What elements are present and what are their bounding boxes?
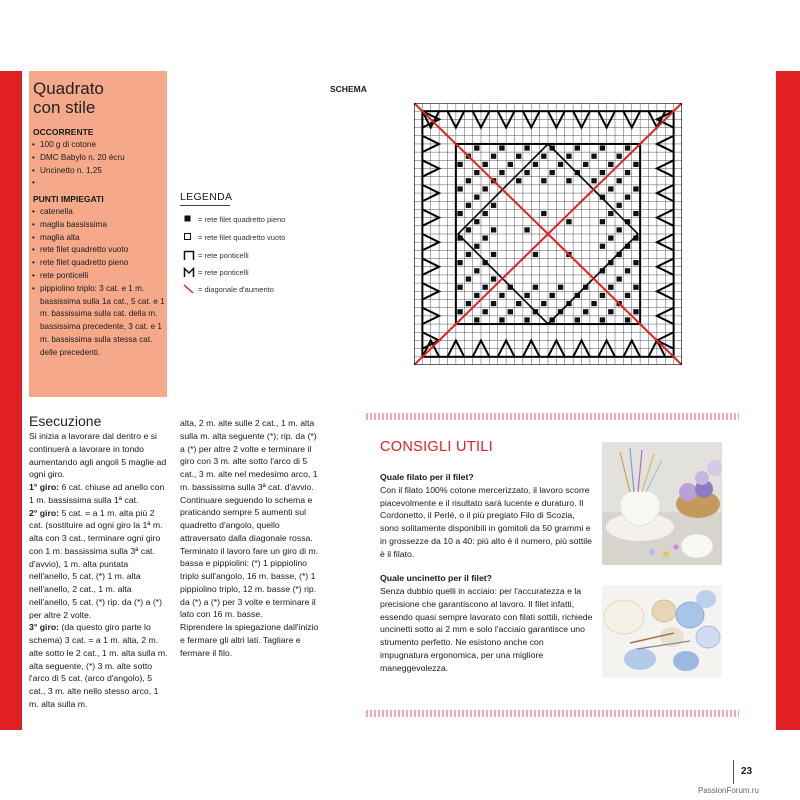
list-item: • maglia bassissima bbox=[31, 219, 165, 232]
giro-3-paragraph: 3° giro: (da questo giro parte lo schema) 3 cat. = a 1 m. alta, 2 m. alte sotto le 2 cat., 1 m. alta sulla m. alta seguente, (*) 3 m. alte sotto l'arco di 5 cat. (arco d'angolo), 5 cat., 3 m. alte nello stesso arco, 1 m. alta sulla m. bbox=[29, 622, 168, 709]
punti-list bbox=[31, 206, 165, 360]
list-item: • rete filet quadretto vuoto bbox=[31, 244, 165, 257]
list-item: • rete filet quadretto pieno bbox=[31, 257, 165, 270]
bottom-decor-stripe bbox=[366, 710, 739, 717]
occorrente-heading: OCCORRENTE bbox=[33, 127, 94, 137]
double-bridge-icon bbox=[183, 266, 195, 278]
answer-paragraph: Con il filato 100% cotone mercerizzato, il lavoro scorre piacevolmente e il risultato sarà lucente e duraturo. Il Cordonetto, il Perlé, o il più pregiato Filo di Scozia, sono solitamente disponibili in gomitoli da 50 grammi e in grossezze da 10 a 40: più alto è il numero, più sottile è il filato. bbox=[380, 484, 593, 559]
filled-square-icon bbox=[183, 213, 193, 223]
paragraph: Continuare seguendo lo schema e praticando sempre 5 aumenti sul quadretto d'angolo, quello attraversato dalla diagonale rossa. bbox=[180, 494, 313, 543]
legend-label: = diagonale d'aumento bbox=[198, 285, 274, 294]
right-red-bar bbox=[776, 71, 800, 730]
legend-item bbox=[183, 283, 363, 297]
legend-item bbox=[183, 266, 363, 280]
list-item: • rete ponticelli bbox=[31, 270, 165, 283]
esecuzione-column-1 bbox=[29, 430, 170, 711]
giro-label: 3° giro: bbox=[29, 622, 60, 633]
left-red-bar bbox=[0, 71, 22, 730]
legend-label: = rete filet quadretto pieno bbox=[198, 215, 286, 224]
top-decor-stripe bbox=[366, 413, 739, 420]
consigli-title: CONSIGLI UTILI bbox=[380, 439, 493, 455]
paragraph: alta, 2 m. alte sulle 2 cat., 1 m. alta sulla m. alta seguente (*); rip. da (*) a (*) per altre 2 volte e terminare il giro con 3 m. alte sotto l'arco di 5 cat., 3 m. alte nel medesimo arco, 1 m. bassissima sulla 3ª cat. d'avvio. bbox=[180, 418, 318, 492]
page-number-divider bbox=[733, 760, 734, 784]
legend-item bbox=[183, 213, 363, 227]
list-item: • Uncinetto n. 1,25 bbox=[31, 165, 165, 178]
intro-paragraph: Si inizia a lavorare dal dentro e si continuerà a lavorare in tondo aumentando agli angoli 5 maglie ad ogni giro. bbox=[29, 431, 167, 480]
diagonal-line-icon bbox=[183, 283, 195, 295]
filet-chart-diagram bbox=[414, 103, 682, 365]
list-item bbox=[31, 177, 165, 190]
list-item: • DMC Babylo n. 20 écru bbox=[31, 152, 165, 165]
occorrente-list bbox=[31, 139, 165, 190]
legend-label: = rete ponticelli bbox=[198, 268, 249, 277]
paragraph: Riprendere la spiegazione dall'inizio e fermare gli altri lati. Tagliare e fermare il filo. bbox=[180, 622, 319, 658]
giro-label: 2° giro: bbox=[29, 507, 60, 518]
giro-2-paragraph: 2° giro: 5 cat. = a 1 m. alta più 2 cat. (sostituire ad ogni giro la 1ª m. alta con 3 cat., terminare ogni giro con 1 m. bassissima sulla 3ª cat. d'avvio), 1 m. alta puntata nell'anello, 5 cat. (*) 1 m. alta nell'anello, 2 cat., 1 m. alta nell'anello, 5 cat. (*) rip. da (*) a (*) per altre 2 volte. bbox=[29, 507, 163, 620]
consigli-text bbox=[380, 471, 593, 674]
giro-label: 1° giro: bbox=[29, 482, 60, 492]
materials-box bbox=[29, 71, 167, 397]
schema-title: SCHEMA bbox=[330, 84, 367, 94]
bridge-icon bbox=[183, 249, 195, 261]
list-item: • catenella bbox=[31, 206, 165, 219]
legend-label: = rete filet quadretto vuoto bbox=[198, 233, 286, 242]
photo-yarn-hooks bbox=[602, 442, 722, 565]
esecuzione-column-2 bbox=[180, 417, 321, 659]
esecuzione-title: Esecuzione bbox=[29, 413, 102, 429]
photo-yarn-balls bbox=[602, 585, 722, 678]
watermark: PassionForum.ru bbox=[698, 786, 759, 795]
legend-label: = rete ponticelli bbox=[198, 251, 249, 260]
empty-square-icon bbox=[183, 231, 193, 241]
question-heading: Quale filato per il filet? bbox=[380, 472, 474, 482]
legend-divider bbox=[180, 205, 230, 206]
punti-heading: PUNTI IMPIEGATI bbox=[33, 194, 104, 204]
list-item: • pippiolino triplo: 3 cat. e 1 m. bassissima sulla 1a cat., 5 cat. e 1 m. bassissima sulla cat. della m. bassissima precedente, 3 cat. e 1 m. bassissima sulla stessa cat. delle precedenti. bbox=[31, 283, 165, 360]
legend-item bbox=[183, 231, 363, 245]
list-item: • 100 g di cotone bbox=[31, 139, 165, 152]
list-item: • maglia alta bbox=[31, 232, 165, 245]
legend-title: LEGENDA bbox=[180, 191, 233, 203]
legend-item bbox=[183, 249, 363, 263]
project-title: Quadrato con stile bbox=[33, 79, 104, 117]
question-heading: Quale uncinetto per il filet? bbox=[380, 573, 492, 584]
answer-paragraph: Senza dubbio quelli in acciaio: per l'accuratezza e la precisione che garantiscono al lavoro. Il filet infatti, essendo quasi sempre lavorato con filati sottili, richiede uncinetti sotto ai 2 mm e solo l'acciaio garantisce uno strumento perfetto. Ne esistono anche con impugnatura ergonomica, per una migliore maneggevolezza. bbox=[380, 586, 593, 673]
giro-1-paragraph: 1° giro: 6 cat. chiuse ad anello con 1 m. bassissima sulla 1ª cat. bbox=[29, 482, 165, 505]
page-number: 23 bbox=[741, 766, 753, 777]
paragraph: Terminato il lavoro fare un giro di m. bassa e pippiolini: (*) 1 pippiolino triplo sull'angolo, 16 m. basse, (*) 1 pippiolino triplo, 12 m. basse (*) rip. da (*) a (*) per 3 volte e terminare il lato con 16 m. basse. bbox=[180, 545, 319, 620]
